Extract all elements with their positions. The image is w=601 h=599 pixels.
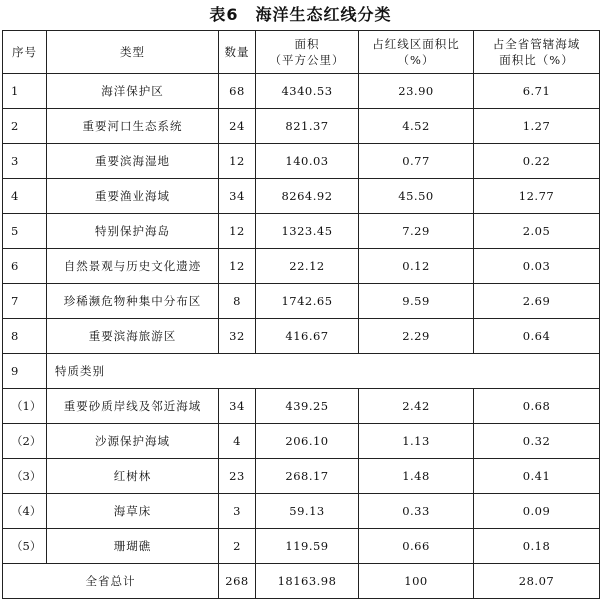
cell-type: 重要滨海湿地 <box>47 144 219 179</box>
cell-total-label: 全省总计 <box>3 564 219 599</box>
cell-index: （5） <box>3 529 47 564</box>
cell-type: 重要渔业海域 <box>47 179 219 214</box>
cell-total-pct-red-line: 100 <box>359 564 474 599</box>
table-row <box>3 144 600 179</box>
cell-pct-red-line: 2.29 <box>359 319 474 354</box>
total-row <box>3 564 600 599</box>
header-index: 序号 <box>3 31 47 74</box>
cell-pct-red-line: 9.59 <box>359 284 474 319</box>
cell-type: 海洋保护区 <box>47 74 219 109</box>
header-pct-red-line-line1: 占红线区面积比 <box>372 37 460 51</box>
cell-pct-province: 0.22 <box>474 144 600 179</box>
cell-area: 821.37 <box>256 109 359 144</box>
cell-index: （3） <box>3 459 47 494</box>
cell-index: 9 <box>3 354 47 389</box>
table-row <box>3 389 600 424</box>
header-pct-province-line2: 面积比（%） <box>499 53 574 67</box>
header-pct-red-line-line2: （%） <box>397 53 435 67</box>
cell-pct-province: 0.03 <box>474 249 600 284</box>
table-row <box>3 214 600 249</box>
cell-pct-province: 0.41 <box>474 459 600 494</box>
cell-count: 8 <box>219 284 256 319</box>
table-row <box>3 179 600 214</box>
cell-pct-province: 0.68 <box>474 389 600 424</box>
cell-pct-red-line: 45.50 <box>359 179 474 214</box>
cell-count: 34 <box>219 179 256 214</box>
cell-index: 5 <box>3 214 47 249</box>
table-row <box>3 459 600 494</box>
cell-area: 416.67 <box>256 319 359 354</box>
cell-pct-red-line: 4.52 <box>359 109 474 144</box>
cell-type: 自然景观与历史文化遗迹 <box>47 249 219 284</box>
cell-type: 特别保护海岛 <box>47 214 219 249</box>
header-row <box>3 31 600 74</box>
cell-count: 3 <box>219 494 256 529</box>
cell-index: 3 <box>3 144 47 179</box>
header-pct-red-line <box>359 31 474 74</box>
cell-total-area: 18163.98 <box>256 564 359 599</box>
cell-pct-red-line: 23.90 <box>359 74 474 109</box>
cell-area: 119.59 <box>256 529 359 564</box>
cell-area: 22.12 <box>256 249 359 284</box>
table-row <box>3 249 600 284</box>
cell-pct-red-line: 0.77 <box>359 144 474 179</box>
cell-pct-red-line: 0.66 <box>359 529 474 564</box>
cell-type: 重要河口生态系统 <box>47 109 219 144</box>
cell-count: 34 <box>219 389 256 424</box>
cell-area: 140.03 <box>256 144 359 179</box>
cell-pct-province: 0.18 <box>474 529 600 564</box>
header-type: 类型 <box>47 31 219 74</box>
special-category-row <box>3 354 600 389</box>
cell-count: 12 <box>219 144 256 179</box>
cell-pct-red-line: 2.42 <box>359 389 474 424</box>
table-row <box>3 109 600 144</box>
table-row <box>3 529 600 564</box>
cell-pct-red-line: 1.48 <box>359 459 474 494</box>
header-area-line2: （平方公里） <box>269 53 345 67</box>
header-area-line1: 面积 <box>294 37 320 51</box>
cell-pct-red-line: 7.29 <box>359 214 474 249</box>
table-row <box>3 494 600 529</box>
cell-index: 6 <box>3 249 47 284</box>
cell-count: 23 <box>219 459 256 494</box>
cell-pct-province: 12.77 <box>474 179 600 214</box>
cell-area: 59.13 <box>256 494 359 529</box>
table-title: 表6 海洋生态红线分类 <box>209 5 392 24</box>
cell-pct-province: 0.09 <box>474 494 600 529</box>
cell-count: 68 <box>219 74 256 109</box>
cell-index: （4） <box>3 494 47 529</box>
cell-area: 206.10 <box>256 424 359 459</box>
cell-index: 8 <box>3 319 47 354</box>
cell-index: 4 <box>3 179 47 214</box>
table-row <box>3 284 600 319</box>
cell-pct-province: 1.27 <box>474 109 600 144</box>
cell-pct-red-line: 0.12 <box>359 249 474 284</box>
table-header <box>3 31 600 74</box>
cell-area: 4340.53 <box>256 74 359 109</box>
cell-type: 海草床 <box>47 494 219 529</box>
cell-type: 沙源保护海域 <box>47 424 219 459</box>
cell-count: 4 <box>219 424 256 459</box>
cell-area: 8264.92 <box>256 179 359 214</box>
cell-count: 12 <box>219 214 256 249</box>
cell-count: 24 <box>219 109 256 144</box>
cell-pct-province: 2.05 <box>474 214 600 249</box>
cell-index: 7 <box>3 284 47 319</box>
header-area <box>256 31 359 74</box>
table-body <box>3 74 600 599</box>
cell-area: 268.17 <box>256 459 359 494</box>
cell-type: 红树林 <box>47 459 219 494</box>
table-row <box>3 74 600 109</box>
cell-count: 32 <box>219 319 256 354</box>
header-pct-province-line1: 占全省管辖海域 <box>492 37 581 51</box>
header-count: 数量 <box>219 31 256 74</box>
cell-pct-province: 0.32 <box>474 424 600 459</box>
cell-pct-red-line: 0.33 <box>359 494 474 529</box>
cell-area: 1323.45 <box>256 214 359 249</box>
marine-red-line-table <box>2 30 600 599</box>
cell-area: 439.25 <box>256 389 359 424</box>
cell-pct-province: 6.71 <box>474 74 600 109</box>
cell-count: 2 <box>219 529 256 564</box>
cell-type: 重要砂质岸线及邻近海域 <box>47 389 219 424</box>
cell-index: 1 <box>3 74 47 109</box>
cell-type: 珊瑚礁 <box>47 529 219 564</box>
cell-type: 珍稀濒危物种集中分布区 <box>47 284 219 319</box>
cell-area: 1742.65 <box>256 284 359 319</box>
cell-pct-province: 2.69 <box>474 284 600 319</box>
cell-count: 12 <box>219 249 256 284</box>
cell-index: （1） <box>3 389 47 424</box>
cell-pct-red-line: 1.13 <box>359 424 474 459</box>
table-row <box>3 319 600 354</box>
cell-special-label: 特质类别 <box>47 354 600 389</box>
cell-type: 重要滨海旅游区 <box>47 319 219 354</box>
table-row <box>3 424 600 459</box>
cell-index: （2） <box>3 424 47 459</box>
header-pct-province <box>474 31 600 74</box>
cell-total-pct-province: 28.07 <box>474 564 600 599</box>
cell-total-count: 268 <box>219 564 256 599</box>
cell-pct-province: 0.64 <box>474 319 600 354</box>
cell-index: 2 <box>3 109 47 144</box>
